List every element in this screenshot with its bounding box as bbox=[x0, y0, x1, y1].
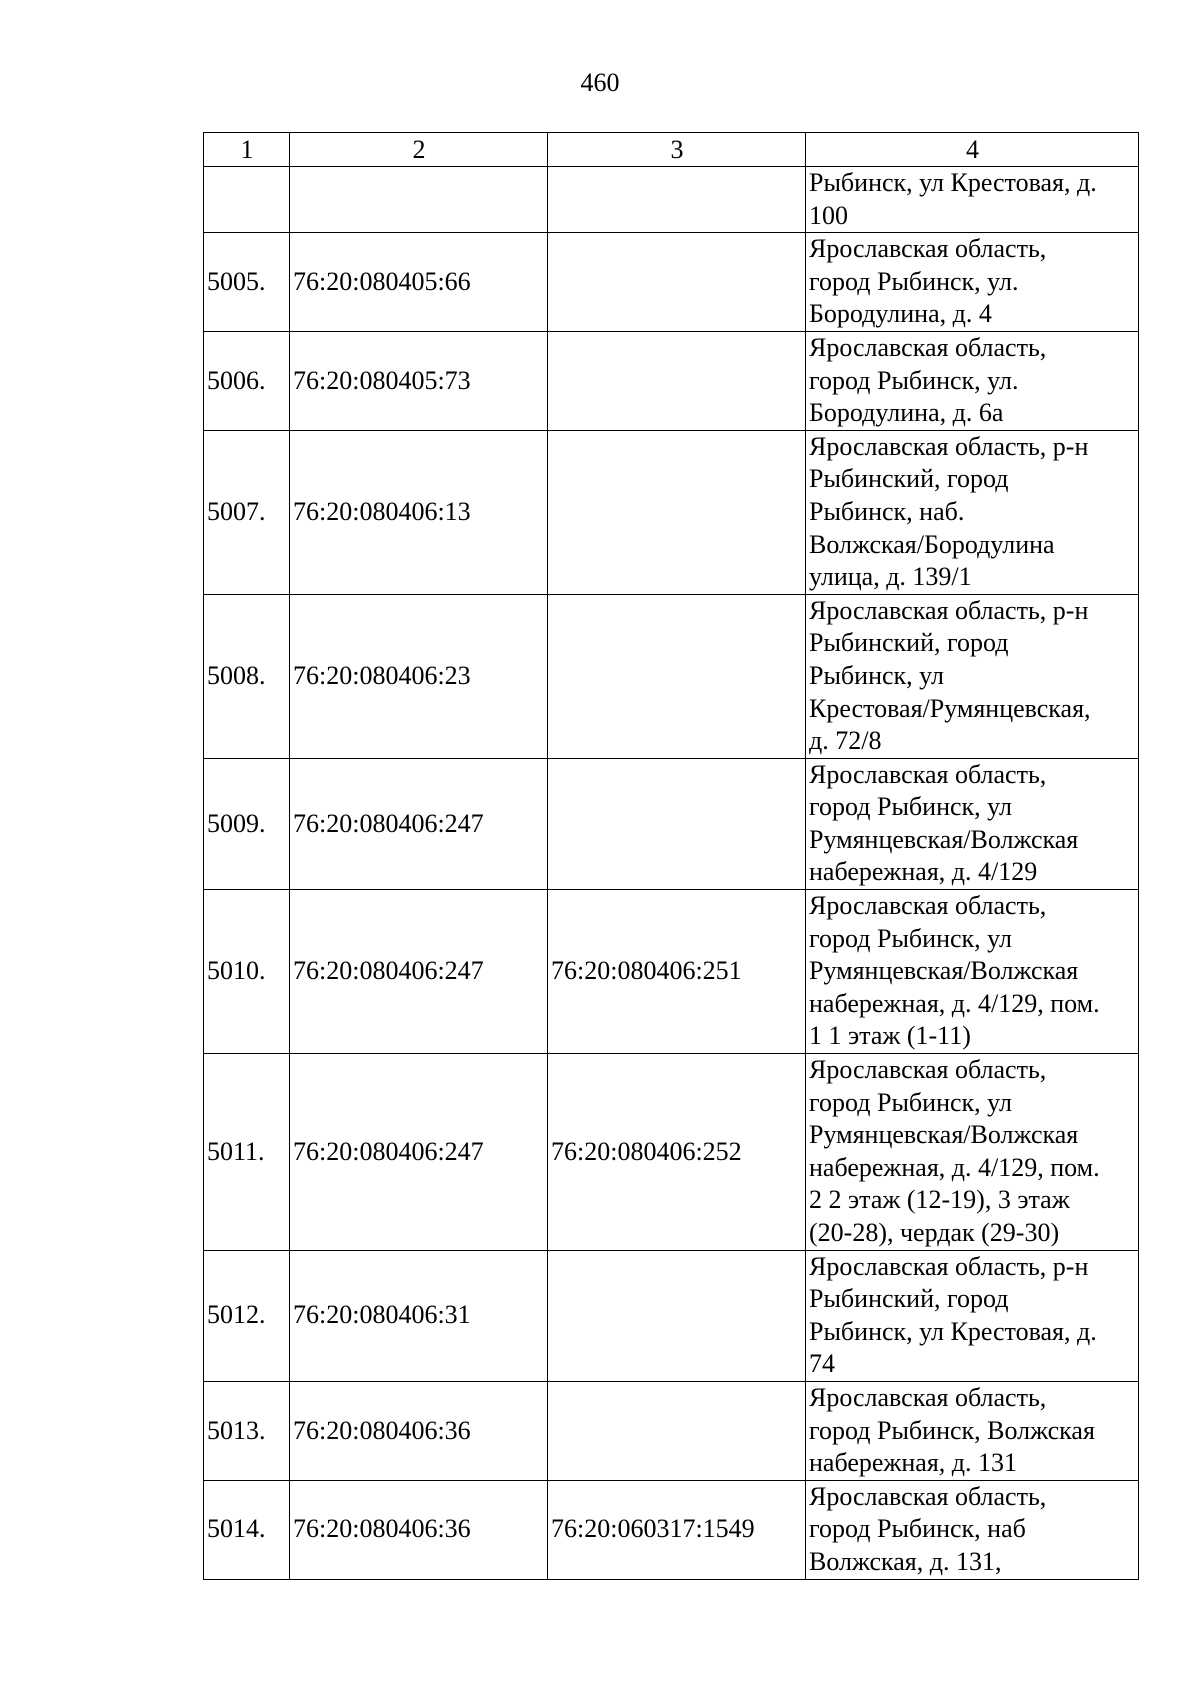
address-line: Рыбинский, город bbox=[809, 464, 1009, 494]
table-header bbox=[204, 133, 1139, 167]
table-row bbox=[204, 594, 1139, 758]
table-row bbox=[204, 1054, 1139, 1251]
address-line: Рыбинский, город bbox=[809, 628, 1009, 658]
cadastral-number: 76:20:080406:36 bbox=[290, 1480, 548, 1579]
premises-cadastral-number: 76:20:080406:251 bbox=[548, 890, 806, 1054]
address-line: набережная, д. 4/129, пом. bbox=[809, 988, 1100, 1018]
table-row bbox=[204, 167, 1139, 233]
address-cell bbox=[806, 430, 1139, 594]
row-number: 5008. bbox=[204, 594, 290, 758]
premises-cadastral-number bbox=[548, 167, 806, 233]
address-line: Румянцевская/Волжская bbox=[809, 956, 1079, 986]
address-line: Бородулина, д. 6а bbox=[809, 398, 1004, 428]
address-line: 1 1 этаж (1-11) bbox=[809, 1021, 971, 1051]
premises-cadastral-number bbox=[548, 233, 806, 332]
address-line: город Рыбинск, ул bbox=[809, 1087, 1012, 1117]
premises-cadastral-number bbox=[548, 594, 806, 758]
address-line: город Рыбинск, ул. bbox=[809, 365, 1019, 395]
header-col-1: 1 bbox=[204, 133, 290, 167]
address-line: Румянцевская/Волжская bbox=[809, 1120, 1079, 1150]
address-line: Румянцевская/Волжская bbox=[809, 824, 1079, 854]
address-line: Бородулина, д. 4 bbox=[809, 299, 992, 329]
table-row bbox=[204, 430, 1139, 594]
address-line: 74 bbox=[809, 1349, 835, 1379]
address-cell bbox=[806, 1480, 1139, 1579]
row-number: 5014. bbox=[204, 1480, 290, 1579]
address-line: набережная, д. 131 bbox=[809, 1448, 1018, 1478]
row-number: 5012. bbox=[204, 1250, 290, 1381]
address-cell bbox=[806, 1381, 1139, 1480]
table-row bbox=[204, 1480, 1139, 1579]
address-line: Ярославская область, bbox=[809, 1382, 1047, 1412]
address-cell bbox=[806, 1250, 1139, 1381]
row-number: 5011. bbox=[204, 1054, 290, 1251]
address-cell bbox=[806, 167, 1139, 233]
premises-cadastral-number: 76:20:080406:252 bbox=[548, 1054, 806, 1251]
address-line: Рыбинск, ул Крестовая, д. bbox=[809, 168, 1097, 197]
address-cell bbox=[806, 758, 1139, 889]
table-body bbox=[204, 167, 1139, 1580]
address-line: Ярославская область, р-н bbox=[809, 431, 1089, 461]
premises-cadastral-number bbox=[548, 758, 806, 889]
cadastral-number: 76:20:080406:247 bbox=[290, 890, 548, 1054]
address-line: Ярославская область, bbox=[809, 332, 1047, 362]
address-cell bbox=[806, 1054, 1139, 1251]
address-line: 100 bbox=[809, 200, 848, 230]
cadastral-number: 76:20:080406:36 bbox=[290, 1381, 548, 1480]
address-cell bbox=[806, 890, 1139, 1054]
row-number: 5013. bbox=[204, 1381, 290, 1480]
address-line: Рыбинский, город bbox=[809, 1284, 1009, 1314]
table-row bbox=[204, 1381, 1139, 1480]
address-line: город Рыбинск, ул bbox=[809, 923, 1012, 953]
address-line: Ярославская область, bbox=[809, 1055, 1047, 1085]
address-line: Ярославская область, р-н bbox=[809, 1251, 1089, 1281]
header-row bbox=[204, 133, 1139, 167]
page-number: 460 bbox=[580, 68, 620, 97]
table-row bbox=[204, 1250, 1139, 1381]
cadastral-number: 76:20:080406:13 bbox=[290, 430, 548, 594]
address-line: город Рыбинск, ул. bbox=[809, 266, 1019, 296]
table-row bbox=[204, 758, 1139, 889]
address-line: (20-28), чердак (29-30) bbox=[809, 1218, 1060, 1247]
address-line: город Рыбинск, Волжская bbox=[809, 1415, 1095, 1445]
registry-table bbox=[203, 132, 1139, 1580]
address-line: 2 2 этаж (12-19), 3 этаж bbox=[809, 1185, 1070, 1215]
cadastral-number: 76:20:080405:73 bbox=[290, 331, 548, 430]
table-row bbox=[204, 331, 1139, 430]
address-cell bbox=[806, 331, 1139, 430]
row-number: 5005. bbox=[204, 233, 290, 332]
address-line: Ярославская область, bbox=[809, 234, 1047, 264]
row-number: 5010. bbox=[204, 890, 290, 1054]
premises-cadastral-number bbox=[548, 1381, 806, 1480]
address-line: д. 72/8 bbox=[809, 726, 882, 756]
address-line: Рыбинск, ул Крестовая, д. bbox=[809, 1316, 1097, 1346]
address-line: Ярославская область, bbox=[809, 759, 1047, 789]
cadastral-number: 76:20:080406:247 bbox=[290, 758, 548, 889]
table-row bbox=[204, 890, 1139, 1054]
address-line: город Рыбинск, ул bbox=[809, 792, 1012, 822]
address-line: Ярославская область, bbox=[809, 1481, 1047, 1511]
cadastral-number: 76:20:080406:247 bbox=[290, 1054, 548, 1251]
row-number: 5006. bbox=[204, 331, 290, 430]
cadastral-number: 76:20:080406:23 bbox=[290, 594, 548, 758]
cadastral-number: 76:20:080405:66 bbox=[290, 233, 548, 332]
address-line: набережная, д. 4/129 bbox=[809, 857, 1038, 887]
address-line: Рыбинск, ул bbox=[809, 660, 944, 690]
cadastral-number: 76:20:080406:31 bbox=[290, 1250, 548, 1381]
header-col-3: 3 bbox=[548, 133, 806, 167]
address-line: город Рыбинск, наб bbox=[809, 1514, 1026, 1544]
premises-cadastral-number bbox=[548, 1250, 806, 1381]
address-line: Ярославская область, р-н bbox=[809, 595, 1089, 625]
premises-cadastral-number: 76:20:060317:1549 bbox=[548, 1480, 806, 1579]
address-line: Волжская/Бородулина bbox=[809, 529, 1055, 559]
address-cell bbox=[806, 233, 1139, 332]
address-line: улица, д. 139/1 bbox=[809, 562, 972, 592]
address-line: Волжская, д. 131, bbox=[809, 1546, 1002, 1576]
header-col-4: 4 bbox=[806, 133, 1139, 167]
row-number: 5009. bbox=[204, 758, 290, 889]
address-cell bbox=[806, 594, 1139, 758]
cadastral-number bbox=[290, 167, 548, 233]
premises-cadastral-number bbox=[548, 430, 806, 594]
premises-cadastral-number bbox=[548, 331, 806, 430]
address-line: Рыбинск, наб. bbox=[809, 496, 965, 526]
address-line: Ярославская область, bbox=[809, 891, 1047, 921]
address-line: набережная, д. 4/129, пом. bbox=[809, 1152, 1100, 1182]
row-number: 5007. bbox=[204, 430, 290, 594]
table-row bbox=[204, 233, 1139, 332]
address-line: Крестовая/Румянцевская, bbox=[809, 693, 1091, 723]
row-number bbox=[204, 167, 290, 233]
header-col-2: 2 bbox=[290, 133, 548, 167]
